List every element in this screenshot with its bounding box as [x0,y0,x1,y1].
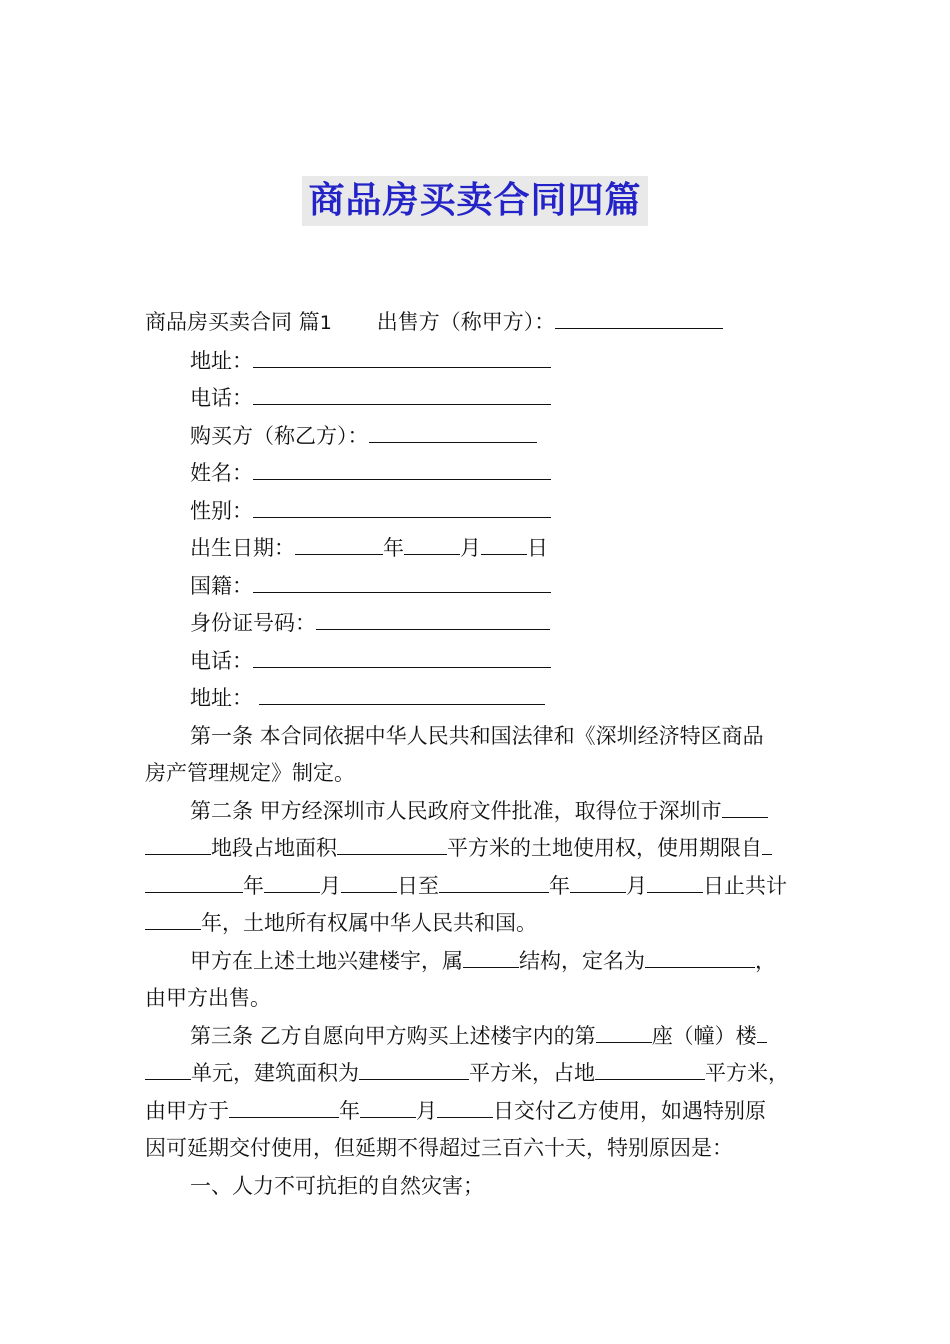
article3-month-blank [360,1097,416,1118]
buyer-phone-label: 电话： [190,648,253,673]
article3-seat-blank [596,1022,652,1043]
seller-blank [555,308,723,329]
article1-line1 [145,718,813,756]
seller-address-label: 地址： [190,348,253,373]
article3-year-blank [229,1097,339,1118]
document-body [145,304,813,1205]
gender-label: 性别： [190,498,253,523]
section-heading: 商品房买卖合同 篇 [145,310,320,334]
article2-line1 [145,793,813,831]
build-text-c: ， [755,948,776,973]
buyer-address-blank [259,684,545,705]
article3-day-blank [437,1097,493,1118]
line-buyer [145,418,813,456]
article2-area-blank [337,834,447,855]
article3-text-b: 座（幢）楼 [651,1023,757,1048]
article2-to-month-label: 月 [626,873,647,898]
id-number-label: 身份证号码： [190,611,316,635]
article1-text-a: 第一条 本合同依据中华人民共和国法律和《深圳经济特区商品 [190,723,764,748]
seller-label: 出售方（称甲方）： [376,310,556,334]
build-text-d: 由甲方出售。 [145,986,271,1010]
article2-line3 [145,868,813,906]
article3-area-blank [359,1059,469,1080]
build-line2 [145,980,813,1018]
seller-phone-blank [253,384,551,405]
article3-floor-blank-b [145,1059,191,1080]
line-seller-address [145,343,813,381]
buyer-phone-blank [253,647,551,668]
article3-line4 [145,1130,813,1168]
birth-year-blank [295,534,383,555]
name-blank [253,459,551,480]
buyer-blank [369,422,537,443]
buyer-address-label: 地址： [190,686,253,710]
buyer-label: 购买方（称乙方）： [190,423,369,448]
article3-line3 [145,1093,813,1131]
article3-text-j: 因可延期交付使用，但延期不得超过三百六十天，特别原因是： [145,1136,733,1160]
title-wrap [0,176,950,226]
article3-line2 [145,1055,813,1093]
article2-from-day-blank [341,872,397,893]
line-contract-seller [145,304,813,343]
article2-to-year-label: 年 [549,873,570,898]
article3-text-e: 平方米， [705,1061,789,1085]
article1-line2 [145,755,813,793]
nationality-label: 国籍： [190,573,253,598]
build-structure-blank [463,947,519,968]
line-gender [145,493,813,531]
line-id-number [145,605,813,643]
article2-city-blank [722,797,768,818]
birth-label: 出生日期： [190,536,295,560]
article2-month-label: 月 [320,873,341,898]
article3-land-blank [595,1059,705,1080]
nationality-blank [253,572,551,593]
seller-phone-label: 电话： [190,386,253,410]
article3-month-label: 月 [416,1098,437,1123]
article3-text-d: 平方米，占地 [469,1061,595,1085]
article2-text-b: 地段占地面积 [211,836,337,860]
name-label: 姓名： [190,461,253,485]
document-title: 商品房买卖合同四篇 [302,176,647,226]
build-name-blank [645,947,755,968]
article2-from-year-blank [145,872,243,893]
article2-text-c: 平方米的土地使用权，使用期限自 [447,836,762,860]
article2-from-blank [762,834,772,855]
id-number-blank [316,609,550,630]
seller-address-blank [253,347,551,368]
article2-to-month-blank [570,872,626,893]
article2-total-label: 日止共计 [703,873,787,898]
article3-text-f: 由甲方于 [145,1098,229,1123]
build-line1 [145,943,813,981]
build-text-a: 甲方在上述土地兴建楼宇，属 [190,948,463,973]
article3-text-i: 日交付乙方使用，如遇特别原 [493,1098,766,1123]
article2-line4 [145,905,813,943]
article2-lot-blank [145,834,211,855]
article2-from-month-blank [264,872,320,893]
article2-line2 [145,830,813,868]
article2-to-year-blank [439,872,549,893]
article3-floor-blank-a [757,1022,767,1043]
article2-total-years-blank [145,909,201,930]
line-name [145,455,813,493]
birth-year-label: 年 [383,536,404,560]
article2-text-j: 年，土地所有权属中华人民共和国。 [201,911,537,935]
article3-text-c: 单元，建筑面积为 [191,1061,359,1085]
article2-text-a: 第二条 甲方经深圳市人民政府文件批准，取得位于深圳市 [190,798,722,823]
line-buyer-phone [145,643,813,681]
article2-to-day-blank [647,872,703,893]
line-seller-phone [145,380,813,418]
gender-blank [253,497,551,518]
line-birth [145,530,813,568]
birth-day-label: 日 [527,536,548,560]
birth-month-label: 月 [460,536,481,560]
birth-month-blank [404,534,460,555]
item1-text: 一、人力不可抗拒的自然灾害； [190,1173,484,1198]
line-nationality [145,568,813,606]
article3-line1 [145,1018,813,1056]
article2-year-label: 年 [243,873,264,898]
article3-text-a: 第三条 乙方自愿向甲方购买上述楼宇内的第 [190,1023,596,1048]
article1-text-b: 房产管理规定》制定。 [145,761,355,785]
section-number: 1 [319,312,332,334]
article2-to-label: 日至 [397,873,439,898]
build-text-b: 结构，定名为 [519,948,645,973]
item1-line [145,1168,813,1206]
birth-day-blank [481,534,527,555]
article3-year-label: 年 [339,1098,360,1123]
line-buyer-address [145,680,813,718]
